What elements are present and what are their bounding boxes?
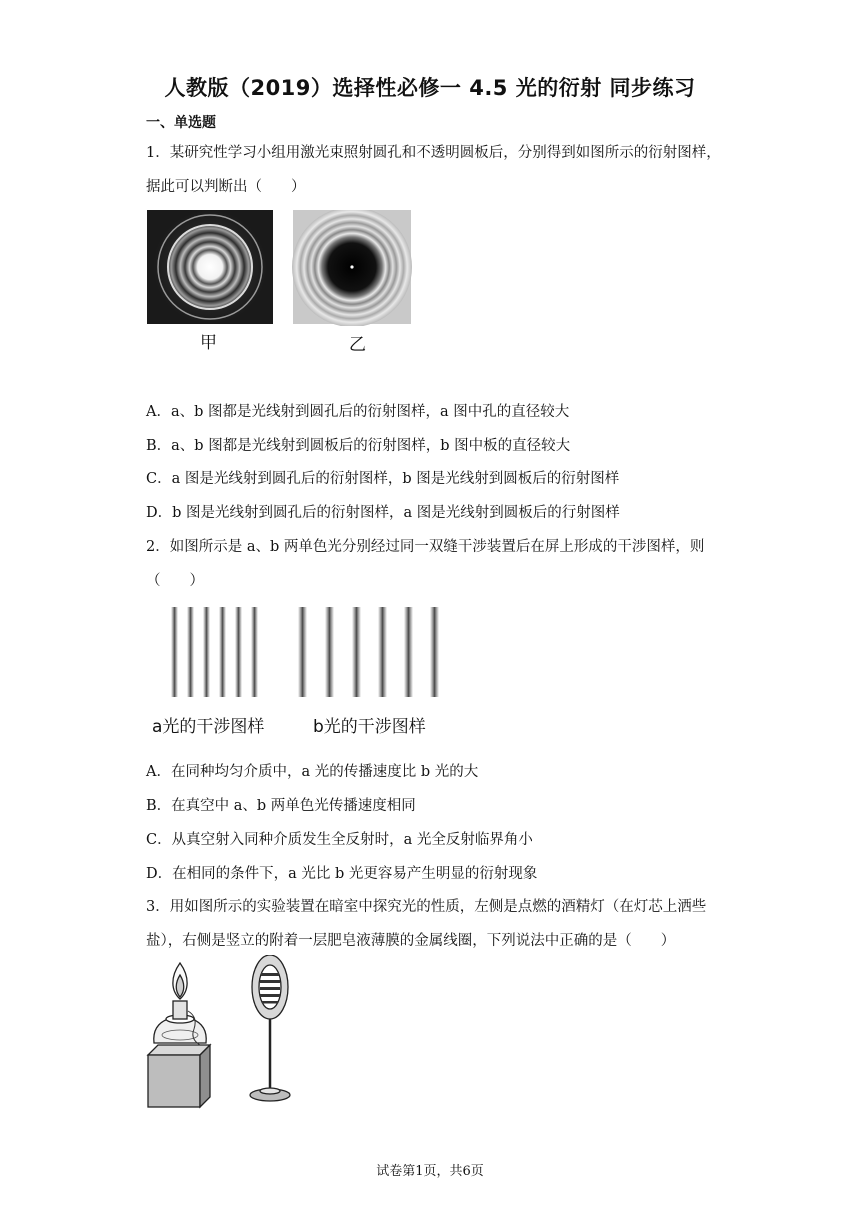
q1-option-b: B．a、b 图都是光线射到圆板后的衍射图样，b 图中板的直径较大	[146, 438, 571, 454]
section-heading: 一、单选题	[146, 115, 216, 131]
figure-b-label: 乙	[349, 335, 366, 355]
fringes-b	[298, 607, 439, 697]
page-footer: 试卷第1页，共6页	[376, 1164, 484, 1179]
caption-a-fringes: a光的干涉图样	[152, 717, 265, 737]
alcohol-lamp-icon	[148, 963, 210, 1107]
figure-b-disc-diffraction	[292, 210, 412, 326]
q1-option-a: A．a、b 图都是光线射到圆孔后的衍射图样，a 图中孔的直径较大	[146, 404, 570, 420]
q1-option-c: C．a 图是光线射到圆孔后的衍射图样，b 图是光线射到圆板后的衍射图样	[146, 471, 620, 487]
diffraction-figures	[147, 210, 413, 326]
soap-film-ring-icon	[250, 955, 290, 1101]
q2-option-b: B．在真空中 a、b 两单色光传播速度相同	[146, 798, 416, 814]
caption-b-fringes: b光的干涉图样	[313, 717, 426, 737]
q2-option-a: A．在同种均匀介质中，a 光的传播速度比 b 光的大	[146, 764, 479, 780]
fringes-a	[171, 607, 258, 697]
interference-figures	[168, 607, 448, 699]
q2-option-d: D．在相同的条件下，a 光比 b 光更容易产生明显的衍射现象	[146, 866, 538, 882]
question-1-text: 1．某研究性学习小组用激光束照射圆孔和不透明圆板后，分别得到如图所示的衍射图样，据此可以判断出（ ）	[146, 145, 721, 195]
question-2-text: 2．如图所示是 a、b 两单色光分别经过同一双缝干涉装置后在屏上形成的干涉图样，则（ ）	[146, 539, 705, 589]
figure-a-hole-diffraction	[147, 210, 273, 324]
q2-option-c: C．从真空射入同种介质发生全反射时，a 光全反射临界角小	[146, 832, 533, 848]
q1-option-d: D．b 图是光线射到圆孔后的衍射图样，a 图是光线射到圆板后的行射图样	[146, 505, 620, 521]
lamp-and-film-figure	[140, 955, 310, 1113]
figure-a-label: 甲	[200, 333, 217, 353]
question-3-text: 3．用如图所示的实验装置在暗室中探究光的性质，左侧是点燃的酒精灯（在灯芯上洒些盐），右侧是竖立的附着一层肥皂液薄膜的金属线圈，下列说法中正确的是（ ）	[146, 899, 707, 949]
page-title: 人教版（2019）选择性必修一 4.5 光的衍射 同步练习	[164, 76, 696, 100]
